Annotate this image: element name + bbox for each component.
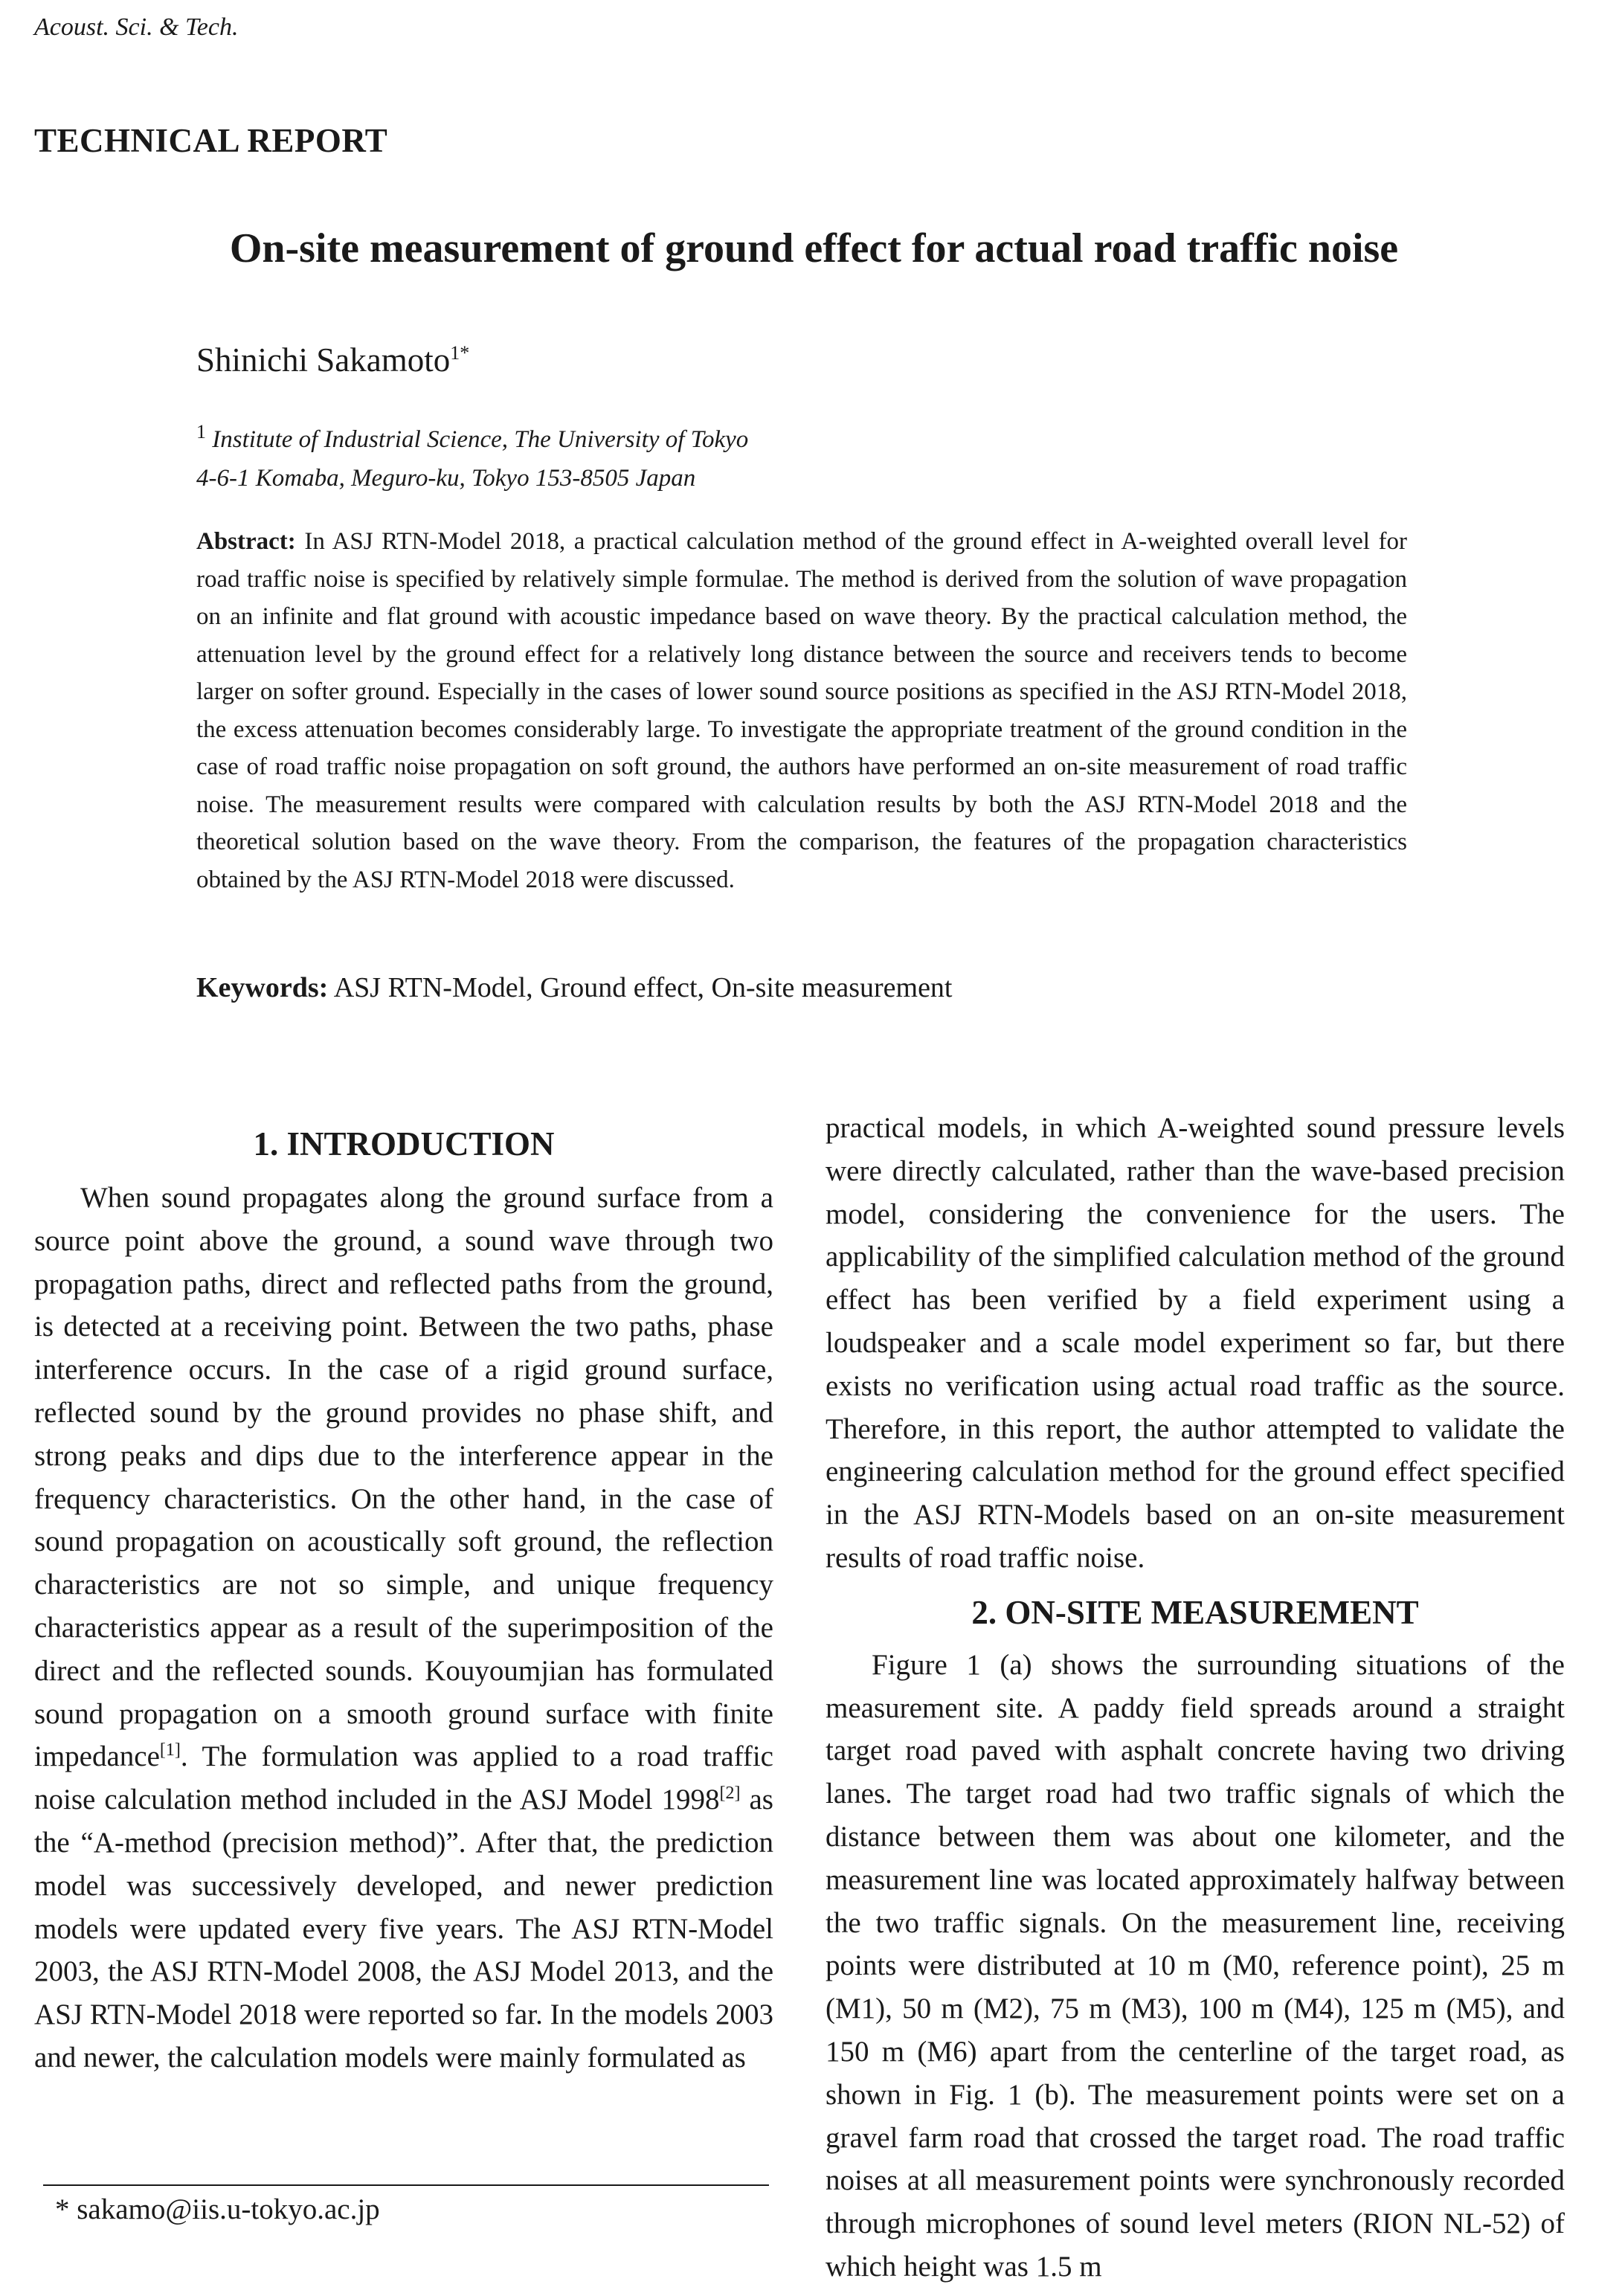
paper-title: On-site measurement of ground effect for actual road traffic noise [229,225,1399,271]
abstract-label: Abstract: [196,528,296,555]
abstract-text: In ASJ RTN-Model 2018, a practical calculation method of the ground effect in A-weighted overall level for road traffic noise is specified by relatively simple formulae. The method is derived from the solution of wave propagation on an infinite and flat ground with acoustic impedance based on wave theory. By the practical calculation method, the attenuation level by the ground effect for a relatively long distance between the source and receivers tends to become larger on softer ground. Especially in the cases of lower sound source positions as specified in the ASJ RTN-Model 2018, the excess attenuation becomes considerably large. To investigate the appropriate treatment of the ground condition in the case of road traffic noise propagation on soft ground, the authors have performed an on-site measurement of road traffic noise. The measurement results were compared with calculation results by both the ASJ RTN-Model 2018 and the theoretical solution based on the wave theory. From the comparison, the features of the propagation characteristics obtained by the ASJ RTN-Model 2018 were discussed. [196,528,1408,893]
author-superscript: 1* [450,342,470,364]
author-line [196,341,469,379]
section-heading-on-site-measurement: 2. ON-SITE MEASUREMENT [971,1593,1419,1631]
footnote-email[interactable]: * sakamo@iis.u-tokyo.ac.jp [55,2193,380,2225]
affiliation-institute: Institute of Industrial Science, The University of Tokyo [212,426,749,453]
author-name: Shinichi Sakamoto [196,341,451,379]
affiliation [196,420,748,498]
section-heading-introduction: 1. INTRODUCTION [253,1125,555,1163]
abstract [196,523,1407,898]
affiliation-line-1 [196,420,748,459]
section-label: TECHNICAL REPORT [34,122,388,159]
affiliation-line-2: 4-6-1 Komaba, Meguro-ku, Tokyo 153-8505 Japan [196,465,696,492]
intro-paragraph-continued: practical models, in which A-weighted sound pressure levels were directly calculated, rather than the wave-based precision model, considering the convenience for the users. The applicability of the simplified calculation method of the ground effect has been verified by a field experiment using a loudspeaker and a scale model experiment so far, but there exists no verification using actual road traffic as the source. Therefore, in this report, the author attempted to validate the engineering calculation method for the ground effect specified in the ASJ RTN-Models based on an on-site measurement results of road traffic noise. [826,1112,1565,1574]
on-site-paragraph: Figure 1 (a) shows the surrounding situations of the measurement site. A paddy field spreads around a straight target road paved with asphalt concrete having two driving lanes. The target road had two traffic signals of which the distance between them was about one kilometer, and the measurement line was located approximately halfway between the two traffic signals. On the measurement line, receiving points were distributed at 10 m (M0, reference point), 25 m (M1), 50 m (M2), 75 m (M3), 100 m (M4), 125 m (M5), and 150 m (M6) apart from the centerline of the target road, as shown in Fig. 1 (b). The measurement points were set on a gravel farm road that crossed the target road. The road traffic noises at all measurement points were synchronously recorded through microphones of sound level meters (RION NL-52) of which height was 1.5 m [826,1648,1565,2283]
intro-text-part-1: When sound propagates along the ground surface from a source point above the ground, a sound wave through two propagation paths, direct and reflected paths from the ground, is detected at a receiving point. Between the two paths, phase interference occurs. In the case of a rigid ground surface, reflected sound by the ground provides no phase shift, and strong peaks and dips due to the interference appear in the frequency characteristics. On the other hand, in the case of sound propagation on acoustically soft ground, the reflection characteristics are not so simple, and unique frequency characteristics appear as a result of the superimposition of the direct and the reflected sounds. Kouyoumjian has formulated sound propagation on a smooth ground surface with finite impedance [34,1182,773,1773]
intro-text-part-3: as the “A-method (precision method)”. After that, the prediction model was successively developed, and newer prediction models were updated every five years. The ASJ RTN-Model 2003, the ASJ RTN-Model 2008, the ASJ Model 2013, and the ASJ RTN-Model 2018 were reported so far. In the models 2003 and newer, the calculation models were mainly formulated as [34,1784,773,2074]
footnote-divider [43,2184,769,2186]
citation-1[interactable]: [1] [159,1740,181,1760]
affiliation-superscript: 1 [196,421,206,443]
left-column [34,1107,773,2080]
citation-2[interactable]: [2] [719,1784,741,1804]
right-column [826,1107,1565,2289]
journal-name: Acoust. Sci. & Tech. [34,13,239,41]
intro-paragraph [34,1177,773,2080]
keywords-text: ASJ RTN-Model, Ground effect, On-site measurement [333,972,953,1003]
intro-text-part-2: . The formulation was applied to a road traffic noise calculation method included in the ASJ Model 1998 [34,1740,773,1816]
keywords [196,971,953,1004]
keywords-label: Keywords: [196,972,329,1003]
